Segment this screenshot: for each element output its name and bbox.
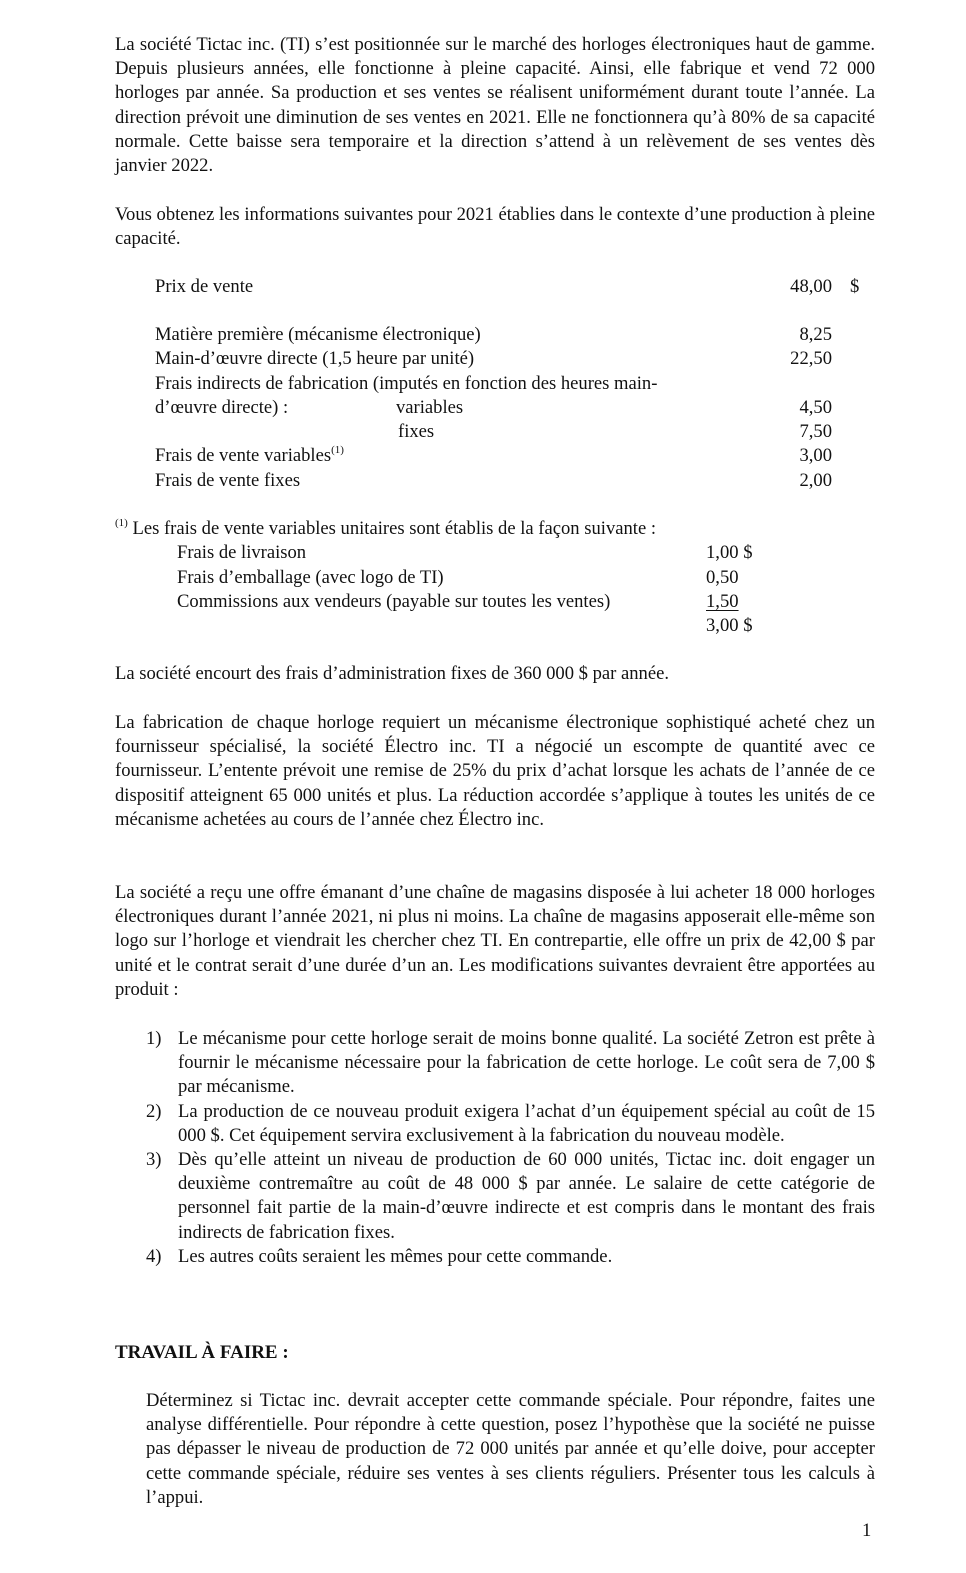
supplier-paragraph: La fabrication de chaque horloge requiert un mécanisme électronique sophistiqué acheté chez un fournisseur spécialisé, la société Électro inc. TI a négocié un escompte de quantité avec ce fournisseur. L’entente prévoit une remise de 25% du prix d’achat lorsque les achats de l’année de ce dispositif atteignent 65 000 unités et plus. La réduction accordée s’applique à toutes les unités de ce mécanisme achetées au cours de l’année chez Électro inc.: [115, 712, 875, 830]
context-paragraph: Vous obtenez les informations suivantes pour 2021 établies dans le contexte d’une production à pleine capacité.: [115, 204, 875, 250]
modifications-list: [146, 1027, 875, 1269]
list-item: 4) Les autres coûts seraient les mêmes pour cette commande.: [146, 1245, 613, 1267]
footnote-row-label: Frais de livraison: [177, 542, 307, 563]
footnote-row-label: Commissions aux vendeurs (payable sur toutes les ventes): [177, 591, 611, 612]
cost-row-sublabel: variables: [396, 397, 464, 418]
list-item: 2) La production de ce nouveau produit exigera l’achat d’un équipement spécial au coût de 15 000 $. Cet équipement servira exclusivement à la fabrication du nouveau modèle.: [146, 1100, 875, 1146]
cost-row-value: 4,50: [799, 397, 832, 418]
footnote-row-label: Frais d’emballage (avec logo de TI): [177, 567, 444, 588]
cost-row-label: Frais de vente fixes: [155, 470, 301, 491]
cost-row-value: 3,00: [799, 445, 832, 466]
admin-costs-text: La société encourt des frais d’administration fixes de 360 000 $ par année.: [115, 663, 670, 684]
cost-row-value: 2,00: [799, 470, 832, 491]
cost-row-label: Frais indirects de fabrication (imputés en fonction des heures main-: [155, 373, 658, 394]
price-currency: $: [850, 276, 860, 297]
page-number: 1: [862, 1520, 872, 1541]
list-item: 1) Le mécanisme pour cette horloge serait de moins bonne qualité. La société Zetron est prête à fournir le mécanisme nécessaire pour la fabrication de cette horloge. Le coût sera de 7,00 $ par mécanisme.: [146, 1028, 875, 1098]
footnote-marker: (1): [115, 517, 128, 529]
task-heading: TRAVAIL À FAIRE :: [115, 1342, 289, 1363]
cost-row-value: 8,25: [799, 324, 832, 345]
footnote-total: 3,00 $: [706, 615, 753, 636]
price-label: Prix de vente: [155, 276, 254, 297]
cost-row-sublabel: fixes: [398, 421, 435, 442]
footnote-row-value: 1,50: [706, 591, 739, 612]
cost-row-value: 22,50: [790, 348, 832, 369]
cost-row-label: Matière première (mécanisme électronique): [155, 324, 481, 345]
cost-row-label: Frais de vente variables$^{(1)}$: [155, 444, 344, 466]
footnote-ref: (1): [331, 444, 344, 456]
footnote-intro: $^{(1)}$ Les frais de vente variables unitaires sont établis de la façon suivante :: [115, 517, 657, 539]
footnote-row-value: 1,00 $: [706, 542, 753, 563]
price-value: 48,00: [790, 276, 832, 297]
offer-paragraph: La société a reçu une offre émanant d’une chaîne de magasins disposée à lui acheter 18 000 horloges électroniques durant l’année 2021, ni plus ni moins. La chaîne de magasins apposerait elle-même son logo sur l’horloge et viendrait les chercher chez TI. En contrepartie, elle offre un prix de 42,00 $ par unité et le contrat serait d’une durée d’un an. Les modifications suivantes devraient être apportées au produit :: [115, 882, 875, 1000]
cost-row-label: Main-d’œuvre directe (1,5 heure par unité): [155, 348, 475, 369]
intro-paragraph: La société Tictac inc. (TI) s’est positionnée sur le marché des horloges électroniques haut de gamme. Depuis plusieurs années, elle fonctionne à pleine capacité. Ainsi, elle fabrique et vend 72 000 horloges par année. Sa production et ses ventes se réalisent uniformément durant toute l’année. La direction prévoit une diminution de ses ventes en 2021. Elle ne fonctionnera qu’à 80% de sa capacité normale. Cette baisse sera temporaire et la direction s’attend à un relèvement de ses ventes dès janvier 2022.: [115, 34, 875, 177]
footnote-row-value: 0,50: [706, 567, 739, 588]
cost-row-value: 7,50: [799, 421, 832, 442]
list-item: 3) Dès qu’elle atteint un niveau de production de 60 000 unités, Tictac inc. doit engager un deuxième contremaître au coût de 48 000 $ par année. Le salaire de cette catégorie de personnel fait partie de la main-d’œuvre indirecte et est compris dans le montant des frais indirects de fabrication fixes.: [146, 1149, 875, 1243]
cost-row-label: d’œuvre directe) :: [155, 397, 289, 418]
task-paragraph: Déterminez si Tictac inc. devrait accepter cette commande spéciale. Pour répondre, faites une analyse différentielle. Pour répondre à cette question, posez l’hypothèse que la société ne puisse pas dépasser le niveau de production de 72 000 unités par année et qu’elle doive, pour accepter cette commande spéciale, réduire ses ventes à ses clients réguliers. Présenter tous les calculs à l’appui.: [146, 1390, 875, 1508]
